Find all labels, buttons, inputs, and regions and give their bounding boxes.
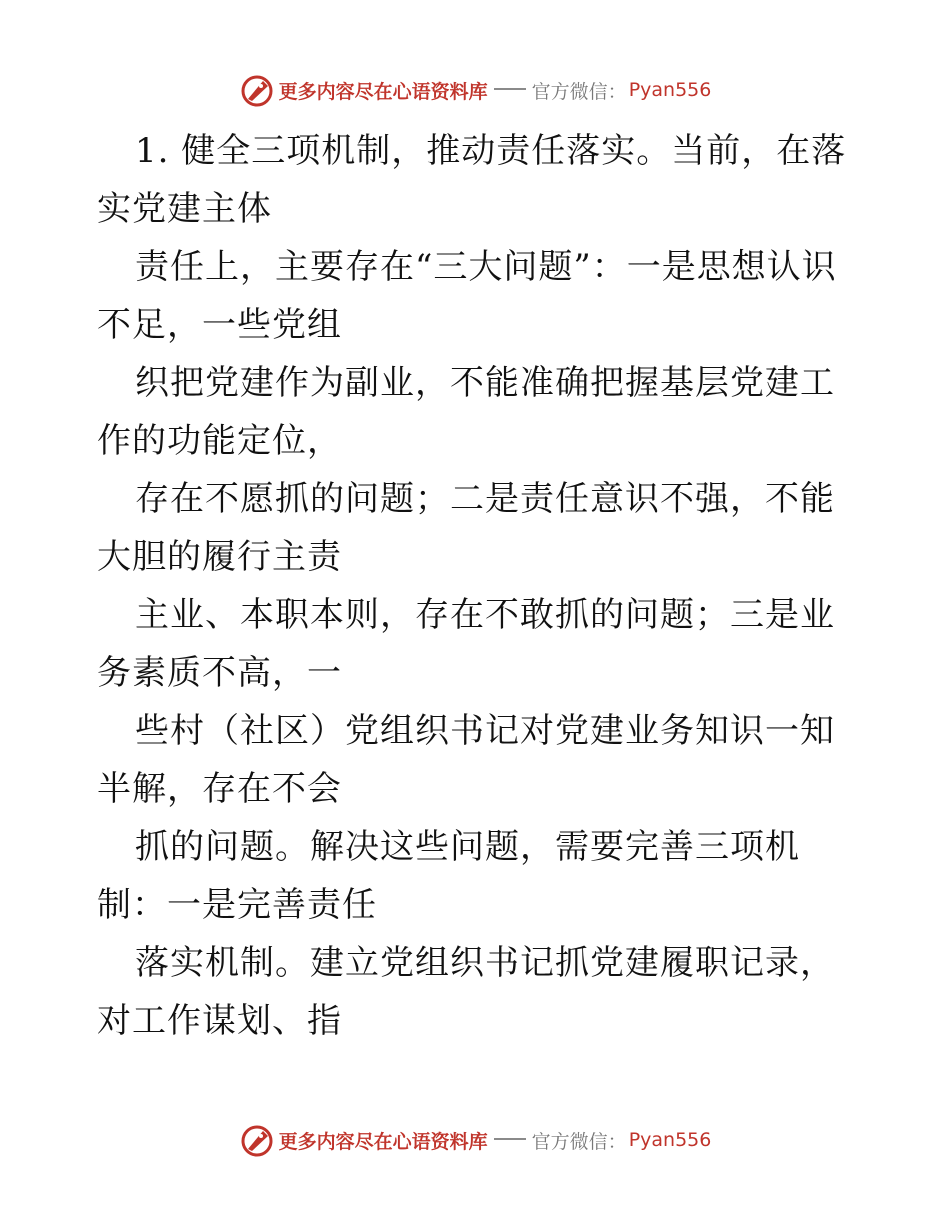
paragraph: 主业、本职本则，存在不敢抓的问题；三是业务素质不高，一 — [97, 595, 835, 693]
paragraph: 存在不愿抓的问题；二是责任意识不强，不能大胆的履行主责 — [97, 479, 835, 577]
banner-separator — [494, 1138, 526, 1140]
banner-official-label: 官方微信： — [531, 80, 627, 103]
paragraph: 抓的问题。解决这些问题，需要完善三项机制：一是完善责任 — [97, 827, 800, 925]
footer-banner — [0, 1120, 950, 1160]
pen-nib-circle-icon — [239, 72, 275, 108]
paragraph: 些村（社区）党组织书记对党建业务知识一知半解，存在不会 — [97, 711, 835, 809]
paragraph: 织把党建作为副业，不能准确把握基层党建工作的功能定位， — [97, 363, 835, 461]
banner-brand-text: 更多内容尽在心语资料库 — [278, 80, 488, 103]
header-banner — [0, 70, 950, 110]
banner-wechat-id: Pyan556 — [628, 1129, 712, 1151]
banner-brand-text: 更多内容尽在心语资料库 — [278, 1130, 488, 1153]
banner-wechat-id: Pyan556 — [628, 79, 712, 101]
pen-nib-circle-icon — [239, 1122, 275, 1158]
banner-official-label: 官方微信： — [531, 1130, 627, 1153]
paragraph: 责任上，主要存在“三大问题”：一是思想认识不足，一些党组 — [97, 247, 837, 345]
document-body — [97, 122, 857, 1050]
paragraph: 1. 健全三项机制，推动责任落实。当前，在落实党建主体 — [97, 131, 847, 229]
paragraph: 落实机制。建立党组织书记抓党建履职记录，对工作谋划、指 — [97, 943, 835, 1041]
banner-separator — [494, 88, 526, 90]
